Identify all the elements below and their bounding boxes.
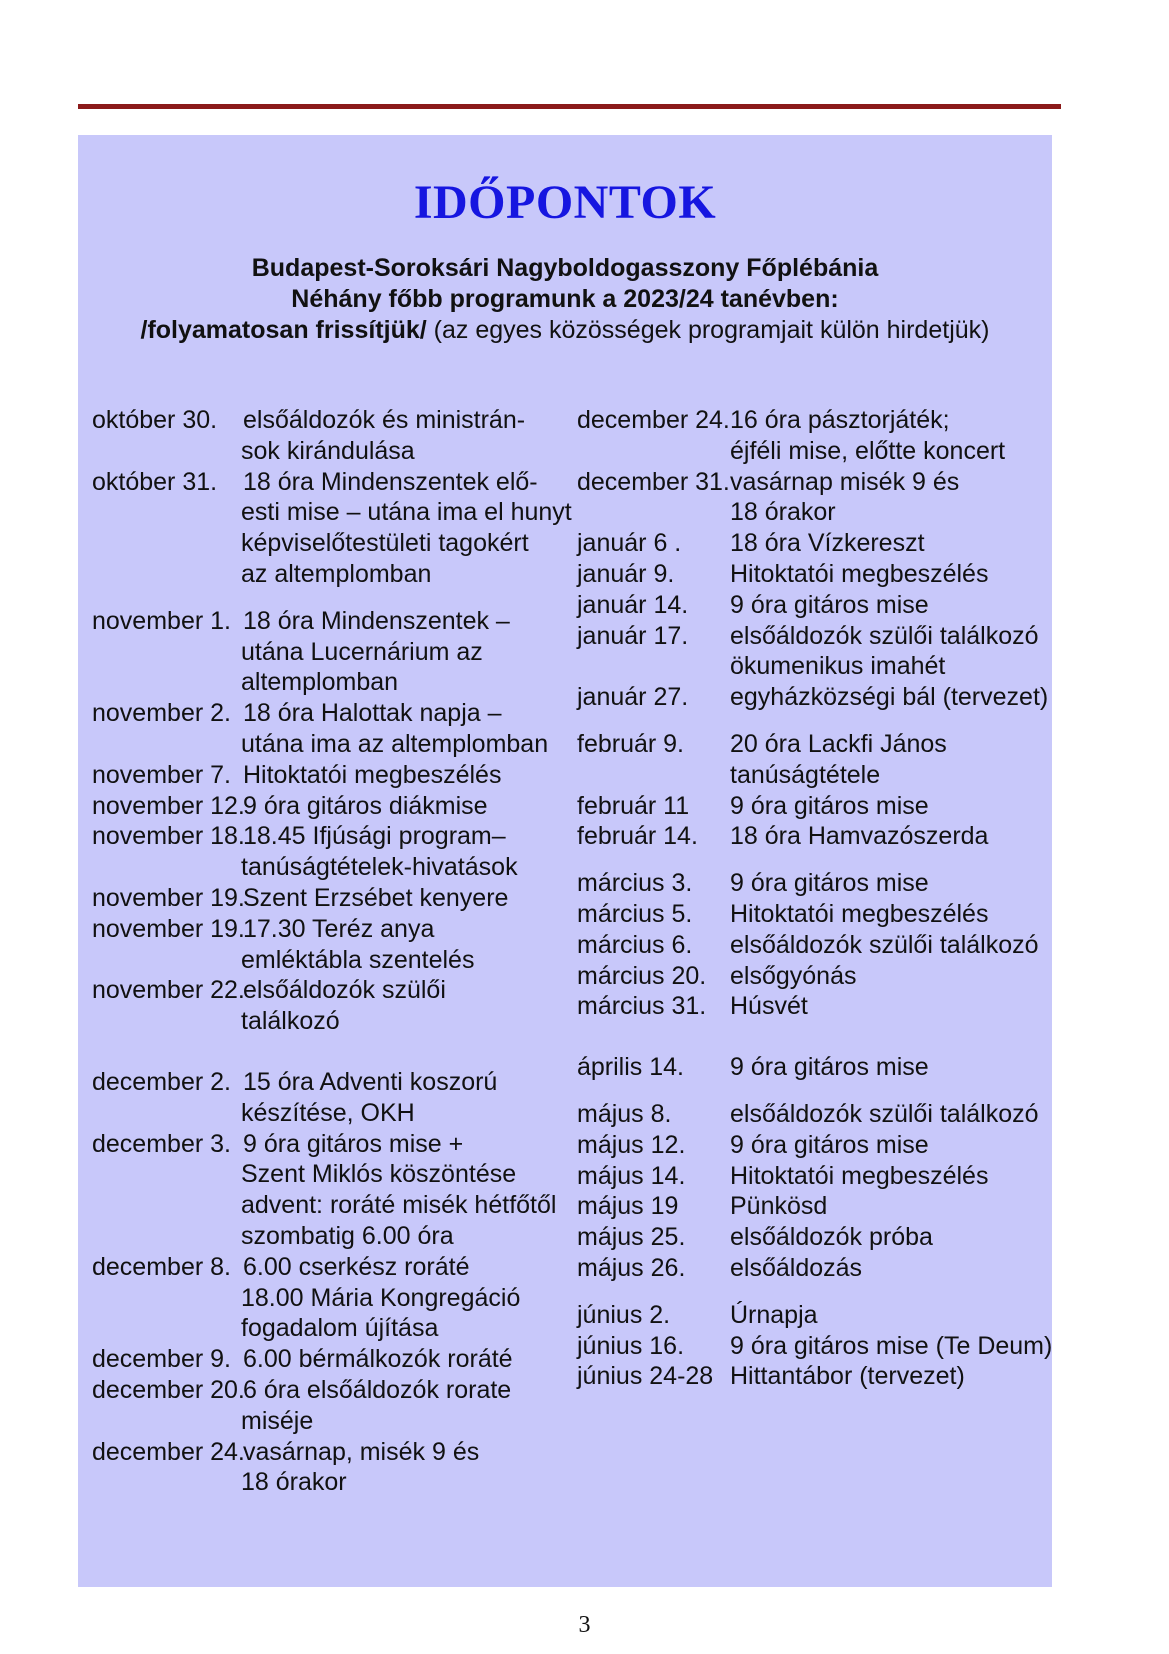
entry-line: 9 óra gitáros mise [730,791,929,820]
entry-description [730,590,1047,621]
schedule-entry [92,606,552,698]
schedule-entry [577,559,1047,590]
entry-date: június 16. [577,1331,685,1360]
schedule-entry [92,1375,552,1437]
entry-line: 6.00 cserkész roráté [243,1252,470,1281]
entry-line: Hitoktatói megbeszélés [730,1161,989,1190]
entry-date: március 3. [577,869,693,898]
schedule-entry [577,621,1047,683]
entry-date: december 24. [577,406,730,434]
entry-description [730,729,1047,791]
entry-date: március 20. [577,961,707,990]
schedule-entry [577,930,1047,961]
entry-description [243,606,552,698]
entry-date: május 19 [577,1192,679,1221]
entry-line: Hittantábor (tervezet) [730,1362,965,1391]
entry-line: 18 órakor [241,1468,347,1497]
schedule-entry [92,467,572,590]
entry-date: május 12. [577,1130,686,1159]
entry-line: Hitoktatói megbeszélés [730,899,989,928]
schedule-entry [577,991,1047,1022]
entry-date: március 31. [577,992,707,1021]
entry-date: november 22. [92,976,245,1005]
entry-line: 9 óra gitáros mise [730,590,929,619]
entry-description [243,883,552,914]
schedule-entry [577,1253,1047,1284]
section-gap [92,1037,552,1067]
schedule-entry [92,405,552,467]
page-number: 3 [578,1612,591,1638]
entry-date: november 19. [92,883,245,912]
entry-description [730,1191,1047,1222]
schedule-entry [92,914,552,976]
entry-line: esti mise – utána ima el hunyt [241,498,572,527]
entry-description [243,467,572,590]
entry-description [243,1344,552,1375]
entry-date: november 7. [92,760,231,789]
entry-date: december 20. [92,1375,245,1404]
entry-date: január 17. [577,621,689,650]
entry-line: sok kirándulása [241,436,415,465]
entry-line: emléktábla szentelés [241,945,475,974]
schedule-entry [92,1129,557,1252]
page-title: IDŐPONTOK [413,176,717,229]
schedule-entry [577,1331,1053,1362]
schedule-entry [92,821,552,883]
entry-description [730,1052,1047,1083]
entry-date: október 30. [92,406,218,434]
schedule-entry [577,1130,1047,1161]
entry-date: február 9. [577,729,685,758]
schedule-entry [92,698,552,760]
entry-description [730,991,1047,1022]
schedule-entry [92,1344,552,1375]
entry-description [243,821,552,883]
entry-line: elsőáldozók próba [730,1223,933,1252]
schedule-entry [92,1437,552,1499]
entry-line: 18 óra Hamvazószerda [730,822,989,851]
schedule-entry [92,1067,552,1129]
schedule-entry [92,791,552,822]
entry-description [730,1253,1047,1284]
schedule-entry [577,1191,1047,1222]
entry-date: április 14. [577,1053,684,1082]
entry-line: Úrnapja [730,1300,818,1329]
entry-line: 15 óra Adventi koszorú [243,1067,498,1096]
entry-line: elsőáldozók szülői találkozó [730,930,1039,959]
subtitle-note-normal: (az egyes közösségek programjait külön hirdetjük) [426,316,990,344]
section-gap [577,852,1047,868]
entry-description [730,1161,1047,1192]
entry-date: december 24. [92,1437,245,1466]
entry-date: november 2. [92,699,231,728]
entry-date: május 8. [577,1099,672,1128]
entry-date: január 14. [577,590,689,619]
entry-description [730,791,1047,822]
entry-date: június 24-28 [577,1362,714,1391]
entry-description [730,467,1047,529]
entry-description [730,1361,1047,1392]
schedule-entry [577,961,1047,992]
entry-line: 9 óra gitáros mise [730,1130,929,1159]
entry-line: utána Lucernárium az [241,637,483,666]
entry-description [243,698,552,760]
entry-line: egyházközségi bál (tervezet) [730,683,1049,712]
entry-description [730,1130,1047,1161]
entry-date: november 1. [92,606,231,635]
section-gap [577,1083,1047,1099]
entry-date: május 26. [577,1253,686,1282]
entry-line: vasárnap, misék 9 és [243,1437,480,1466]
subtitle [78,253,1052,346]
entry-date: május 25. [577,1223,686,1252]
entry-description [730,868,1047,899]
subtitle-note-bold: /folyamatosan frissítjük/ [140,316,427,344]
entry-line: elsőáldozás [730,1253,863,1282]
entry-line: 18 óra Mindenszentek elő- [243,467,538,496]
entry-date: december 9. [92,1345,231,1374]
schedule-entry [92,883,552,914]
schedule-entry [577,1300,1047,1331]
schedule-entry [577,1052,1047,1083]
entry-line: 18 óra Mindenszentek – [243,606,510,635]
entry-date: december 2. [92,1067,231,1096]
entry-line: elsőáldozók és ministrán- [243,406,526,434]
entry-line: elsőáldozók szülői találkozó [730,621,1039,650]
entry-line: találkozó [241,1007,340,1036]
entry-line: 9 óra gitáros mise [730,1053,929,1082]
entry-line: advent: roráté misék hétfőtől [241,1191,557,1220]
schedule-entry [92,1252,552,1344]
entry-line: Szent Miklós köszöntése [241,1160,517,1189]
entry-line: elsőáldozók szülői találkozó [730,1099,1039,1128]
schedule-entry [577,1222,1047,1253]
entry-line: Pünkösd [730,1192,828,1221]
schedule-entry [577,1361,1047,1392]
entry-date: november 19. [92,914,245,943]
entry-line: 18.45 Ifjúsági program– [243,822,506,851]
entry-description [730,682,1048,713]
entry-line: utána ima az altemplomban [241,729,549,758]
entry-line: 9 óra gitáros diákmise [243,791,488,820]
entry-description [730,528,1047,559]
entry-line: 18 órakor [730,498,836,527]
entry-description [730,621,1047,683]
top-divider [78,104,1061,109]
subtitle-parish: Budapest-Soroksári Nagyboldogasszony Főplébánia [251,254,879,282]
schedule-entry [577,405,1047,467]
entry-description [243,1437,552,1499]
schedule-entry [577,590,1047,621]
schedule-entry [577,899,1047,930]
section-gap [577,713,1047,729]
schedule-entry [577,729,1047,791]
entry-description [243,1252,552,1344]
entry-description [243,760,552,791]
entry-line: készítése, OKH [241,1098,415,1127]
schedule-entry [577,791,1047,822]
entry-date: június 2. [577,1300,671,1329]
entry-line: 9 óra gitáros mise [730,869,929,898]
entry-line: ökumenikus imahét [730,652,946,681]
entry-date: május 14. [577,1161,686,1190]
entry-description [730,899,1047,930]
entry-line: éjféli mise, előtte koncert [730,436,1006,465]
entry-description [243,975,552,1037]
entry-line: tanúságtétele [730,760,881,789]
entry-line: Hitoktatói megbeszélés [730,559,989,588]
schedule-left-column [92,405,572,1498]
entry-description [730,1300,1047,1331]
schedule-entry [577,528,1047,559]
schedule-entry [577,868,1047,899]
entry-line: altemplomban [241,668,399,697]
entry-line: vasárnap misék 9 és [730,467,960,496]
schedule-entry [577,1161,1047,1192]
entry-line: az altemplomban [241,559,432,588]
entry-description [243,1375,552,1437]
entry-description [730,930,1047,961]
entry-line: 17.30 Teréz anya [243,914,435,943]
subtitle-note [78,315,1052,346]
entry-line: elsőgyónás [730,961,857,990]
entry-line: tanúságtételek-hivatások [241,853,518,882]
schedule-entry [92,760,552,791]
entry-description [243,1067,552,1129]
entry-line: 18 óra Halottak napja – [243,699,502,728]
subtitle-programs: Néhány főbb programunk a 2023/24 tanévben: [291,285,839,313]
entry-description [730,1099,1047,1130]
entry-description [243,914,552,976]
entry-description [730,405,1047,467]
entry-line: 6.00 bérmálkozók roráté [243,1345,513,1374]
entry-line: 18 óra Vízkereszt [730,529,925,558]
entry-date: március 5. [577,899,693,928]
entry-date: november 12. [92,791,245,820]
entry-description [243,405,552,467]
schedule-right-column [577,405,1053,1392]
entry-description [243,1129,556,1252]
entry-line: elsőáldozók szülői [243,976,446,1005]
entry-date: december 8. [92,1252,231,1281]
entry-line: Szent Erzsébet kenyere [243,883,509,912]
entry-line: miséje [241,1406,314,1435]
entry-line: 9 óra gitáros mise (Te Deum) [730,1331,1053,1360]
entry-date: november 18. [92,822,245,851]
schedule-entry [577,821,1047,852]
entry-date: december 3. [92,1129,231,1158]
entry-date: január 9. [577,559,675,588]
entry-line: 9 óra gitáros mise + [243,1129,464,1158]
entry-line: 16 óra pásztorjáték; [730,406,950,434]
entry-date: január 6 . [577,529,682,558]
entry-description [730,1222,1047,1253]
entry-date: január 27. [577,683,689,712]
entry-description [243,791,552,822]
entry-line: 18.00 Mária Kongregáció [241,1283,521,1312]
entry-line: 20 óra Lackfi János [730,729,947,758]
entry-line: szombatig 6.00 óra [241,1221,454,1250]
entry-line: Húsvét [730,992,808,1021]
section-gap [92,590,552,606]
schedule-entry [577,682,1047,713]
schedule-entry [577,467,1047,529]
entry-line: Hitoktatói megbeszélés [243,760,502,789]
schedule-entry [577,1099,1047,1130]
entry-description [730,821,1047,852]
entry-description [730,961,1047,992]
entry-date: október 31. [92,467,218,496]
entry-line: 6 óra elsőáldozók rorate [243,1375,512,1404]
entry-description [730,559,1047,590]
entry-line: képviselőtestületi tagokért [241,529,529,558]
entry-date: február 14. [577,822,698,851]
entry-line: fogadalom újítása [241,1314,439,1343]
entry-date: február 11 [577,791,690,820]
section-gap [577,1022,1047,1052]
entry-date: március 6. [577,930,693,959]
schedule-panel [78,135,1052,1587]
entry-date: december 31. [577,467,730,496]
entry-description [730,1331,1052,1362]
schedule-entry [92,975,552,1037]
section-gap [577,1284,1047,1300]
